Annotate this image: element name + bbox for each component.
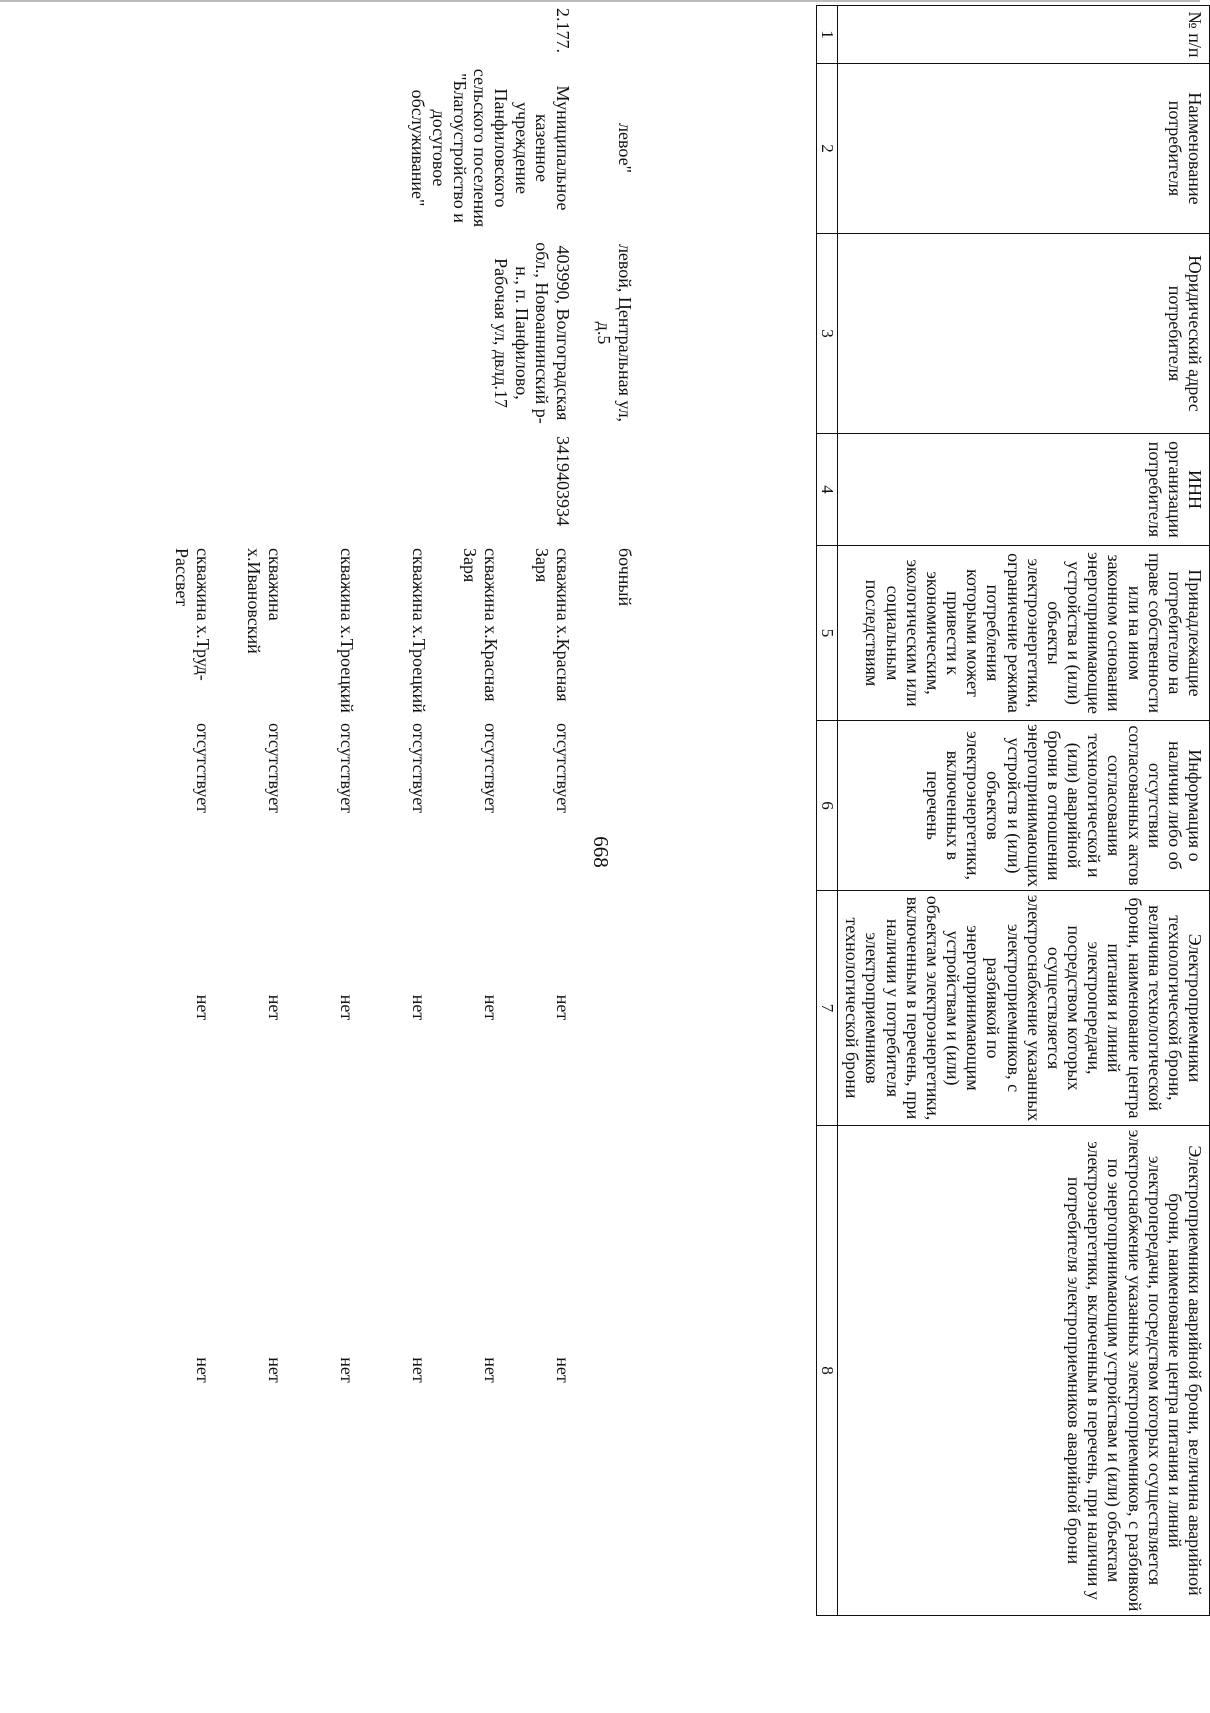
column-number: 6 — [817, 721, 838, 891]
col-header-emergency-reserve: Электроприемники аварийной брони, величина аварийной брони, наименование центра питания и линий электропередачи, посредством которых осуществляется электроснабжение указанных электроприемников, с разбивкой по энергопринимающим устройствам и (или) объектам электроэнергетики, включенным в перечень, при наличии у потребителя электроприемников аварийной брони — [838, 1126, 1210, 1616]
cell-acts: отсутствует — [265, 723, 285, 814]
cell-name: левое" — [615, 123, 635, 173]
cell-object: скважина х.Красная Заря — [460, 548, 501, 702]
cell-tech-reserve: нет — [337, 994, 357, 1021]
cell-tech-reserve: нет — [193, 994, 213, 1021]
column-number: 3 — [817, 234, 838, 434]
cell-acts: отсутствует — [337, 723, 357, 814]
cell-tech-reserve: нет — [481, 994, 501, 1021]
column-number: 4 — [817, 434, 838, 546]
cell-emergency-reserve: нет — [337, 1357, 357, 1383]
cell-address: левой, Центральная ул, д.5 — [594, 243, 635, 423]
page-number: 668 — [589, 836, 613, 868]
cell-acts: отсутствует — [553, 723, 573, 814]
header-row — [838, 6, 1210, 1616]
cell-object: бочный — [615, 548, 635, 607]
cell-acts: отсутствует — [481, 723, 501, 814]
cell-inn: 3419403934 — [553, 436, 573, 526]
col-header-number: № п/п — [838, 6, 1210, 64]
cell-emergency-reserve: нет — [265, 1357, 285, 1383]
cell-object: скважина х.Ивановский — [244, 548, 285, 654]
scan-top-edge — [0, 0, 1200, 2]
column-number: 1 — [817, 6, 838, 64]
cell-tech-reserve: нет — [265, 994, 285, 1021]
cell-number: 2.177. — [553, 8, 573, 53]
register-table-header — [816, 5, 1210, 1616]
cell-object: скважина х.Троецкий — [409, 548, 429, 713]
col-header-tech-reserve: Электроприемники технологической брони, величина технологической брони, наименование центра питания и линий электропередачи, посредством которых осуществляется электроснабжение указанных электроприемников, с разбивкой по энергопринимающим устройствам и (или) объектам электроэнергетики, включенным в перечень, при наличии у потребителя электроприемников технологической брони — [838, 891, 1210, 1126]
cell-acts: отсутствует — [409, 723, 429, 814]
cell-acts: отсутствует — [193, 723, 213, 814]
cell-address: 403990, Волгоградская обл., Новоаннинский р-н., п. Панфилово, Рабочая ул, двлд.17 — [490, 242, 573, 424]
cell-emergency-reserve: нет — [409, 1357, 429, 1383]
cell-emergency-reserve: нет — [481, 1357, 501, 1383]
col-header-inn: ИНН организации потребителя — [838, 434, 1210, 546]
column-number: 8 — [817, 1126, 838, 1616]
cell-tech-reserve: нет — [553, 994, 573, 1021]
table-body — [141, 5, 635, 1615]
col-header-objects: Принадлежащие потребителю на праве собственности или на ином законном основании энергопринимающие устройства и (или) объекты электроэнергетики, ограничение режима потребления которыми может привести к экономическим, экологическим или социальным последствиям — [838, 546, 1210, 721]
cell-emergency-reserve: нет — [193, 1357, 213, 1383]
cell-object: скважина х.Троецкий — [337, 548, 357, 713]
column-number-row — [817, 6, 838, 1616]
continuation-row — [573, 5, 635, 1615]
col-header-address: Юридический адрес потребителя — [838, 234, 1210, 434]
column-number: 7 — [817, 891, 838, 1126]
col-header-name: Наименование потребителя — [838, 64, 1210, 234]
cell-object: скважина х.Красная Заря — [532, 548, 573, 702]
col-header-acts: Информация о наличии либо об отсутствии согласованных актов согласования технологической и (или) аварийной брони в отношении энергопринимающих устройств и (или) объектов электроэнергетики, включенных в перечень — [838, 721, 1210, 891]
table-row — [501, 5, 573, 1615]
column-number: 2 — [817, 64, 838, 234]
cell-emergency-reserve: нет — [553, 1357, 573, 1383]
cell-tech-reserve: нет — [409, 994, 429, 1021]
column-number: 5 — [817, 546, 838, 721]
cell-name: Муниципальное казенное учреждение Панфиловского сельского поселения "Благоустройство и досуговое обслуживание" — [408, 68, 573, 228]
register-table-body — [141, 5, 635, 1615]
cell-object: скважина х.Труд-Рассвет — [172, 548, 213, 681]
